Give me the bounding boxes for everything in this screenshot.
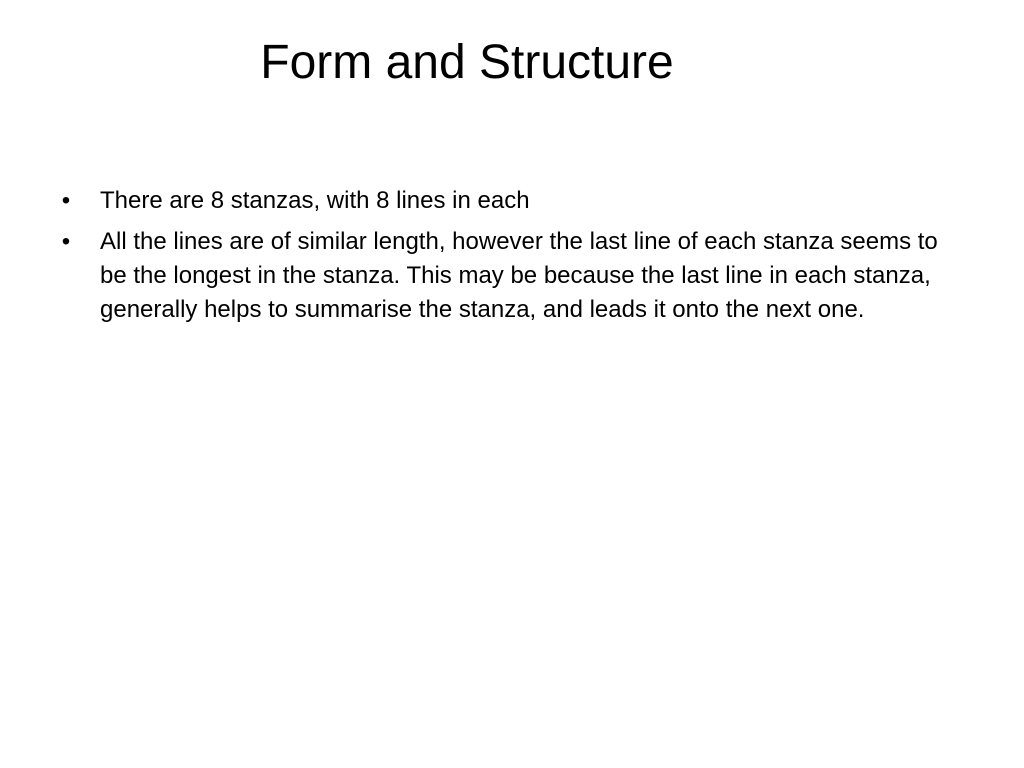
bullet-marker: • bbox=[61, 228, 71, 255]
bullet-list bbox=[56, 184, 966, 334]
bullet-item bbox=[56, 184, 966, 218]
bullet-item bbox=[56, 225, 966, 327]
bullet-marker: • bbox=[61, 187, 71, 214]
bullet-text: All the lines are of similar length, however the last line of each stanza seems to be the longest in the stanza. This may be because the last line in each stanza, generally helps to summarise the stanza, and leads it onto the next one. bbox=[100, 228, 938, 323]
slide-title: Form and Structure bbox=[260, 36, 674, 89]
bullet-text: There are 8 stanzas, with 8 lines in each bbox=[100, 187, 530, 214]
